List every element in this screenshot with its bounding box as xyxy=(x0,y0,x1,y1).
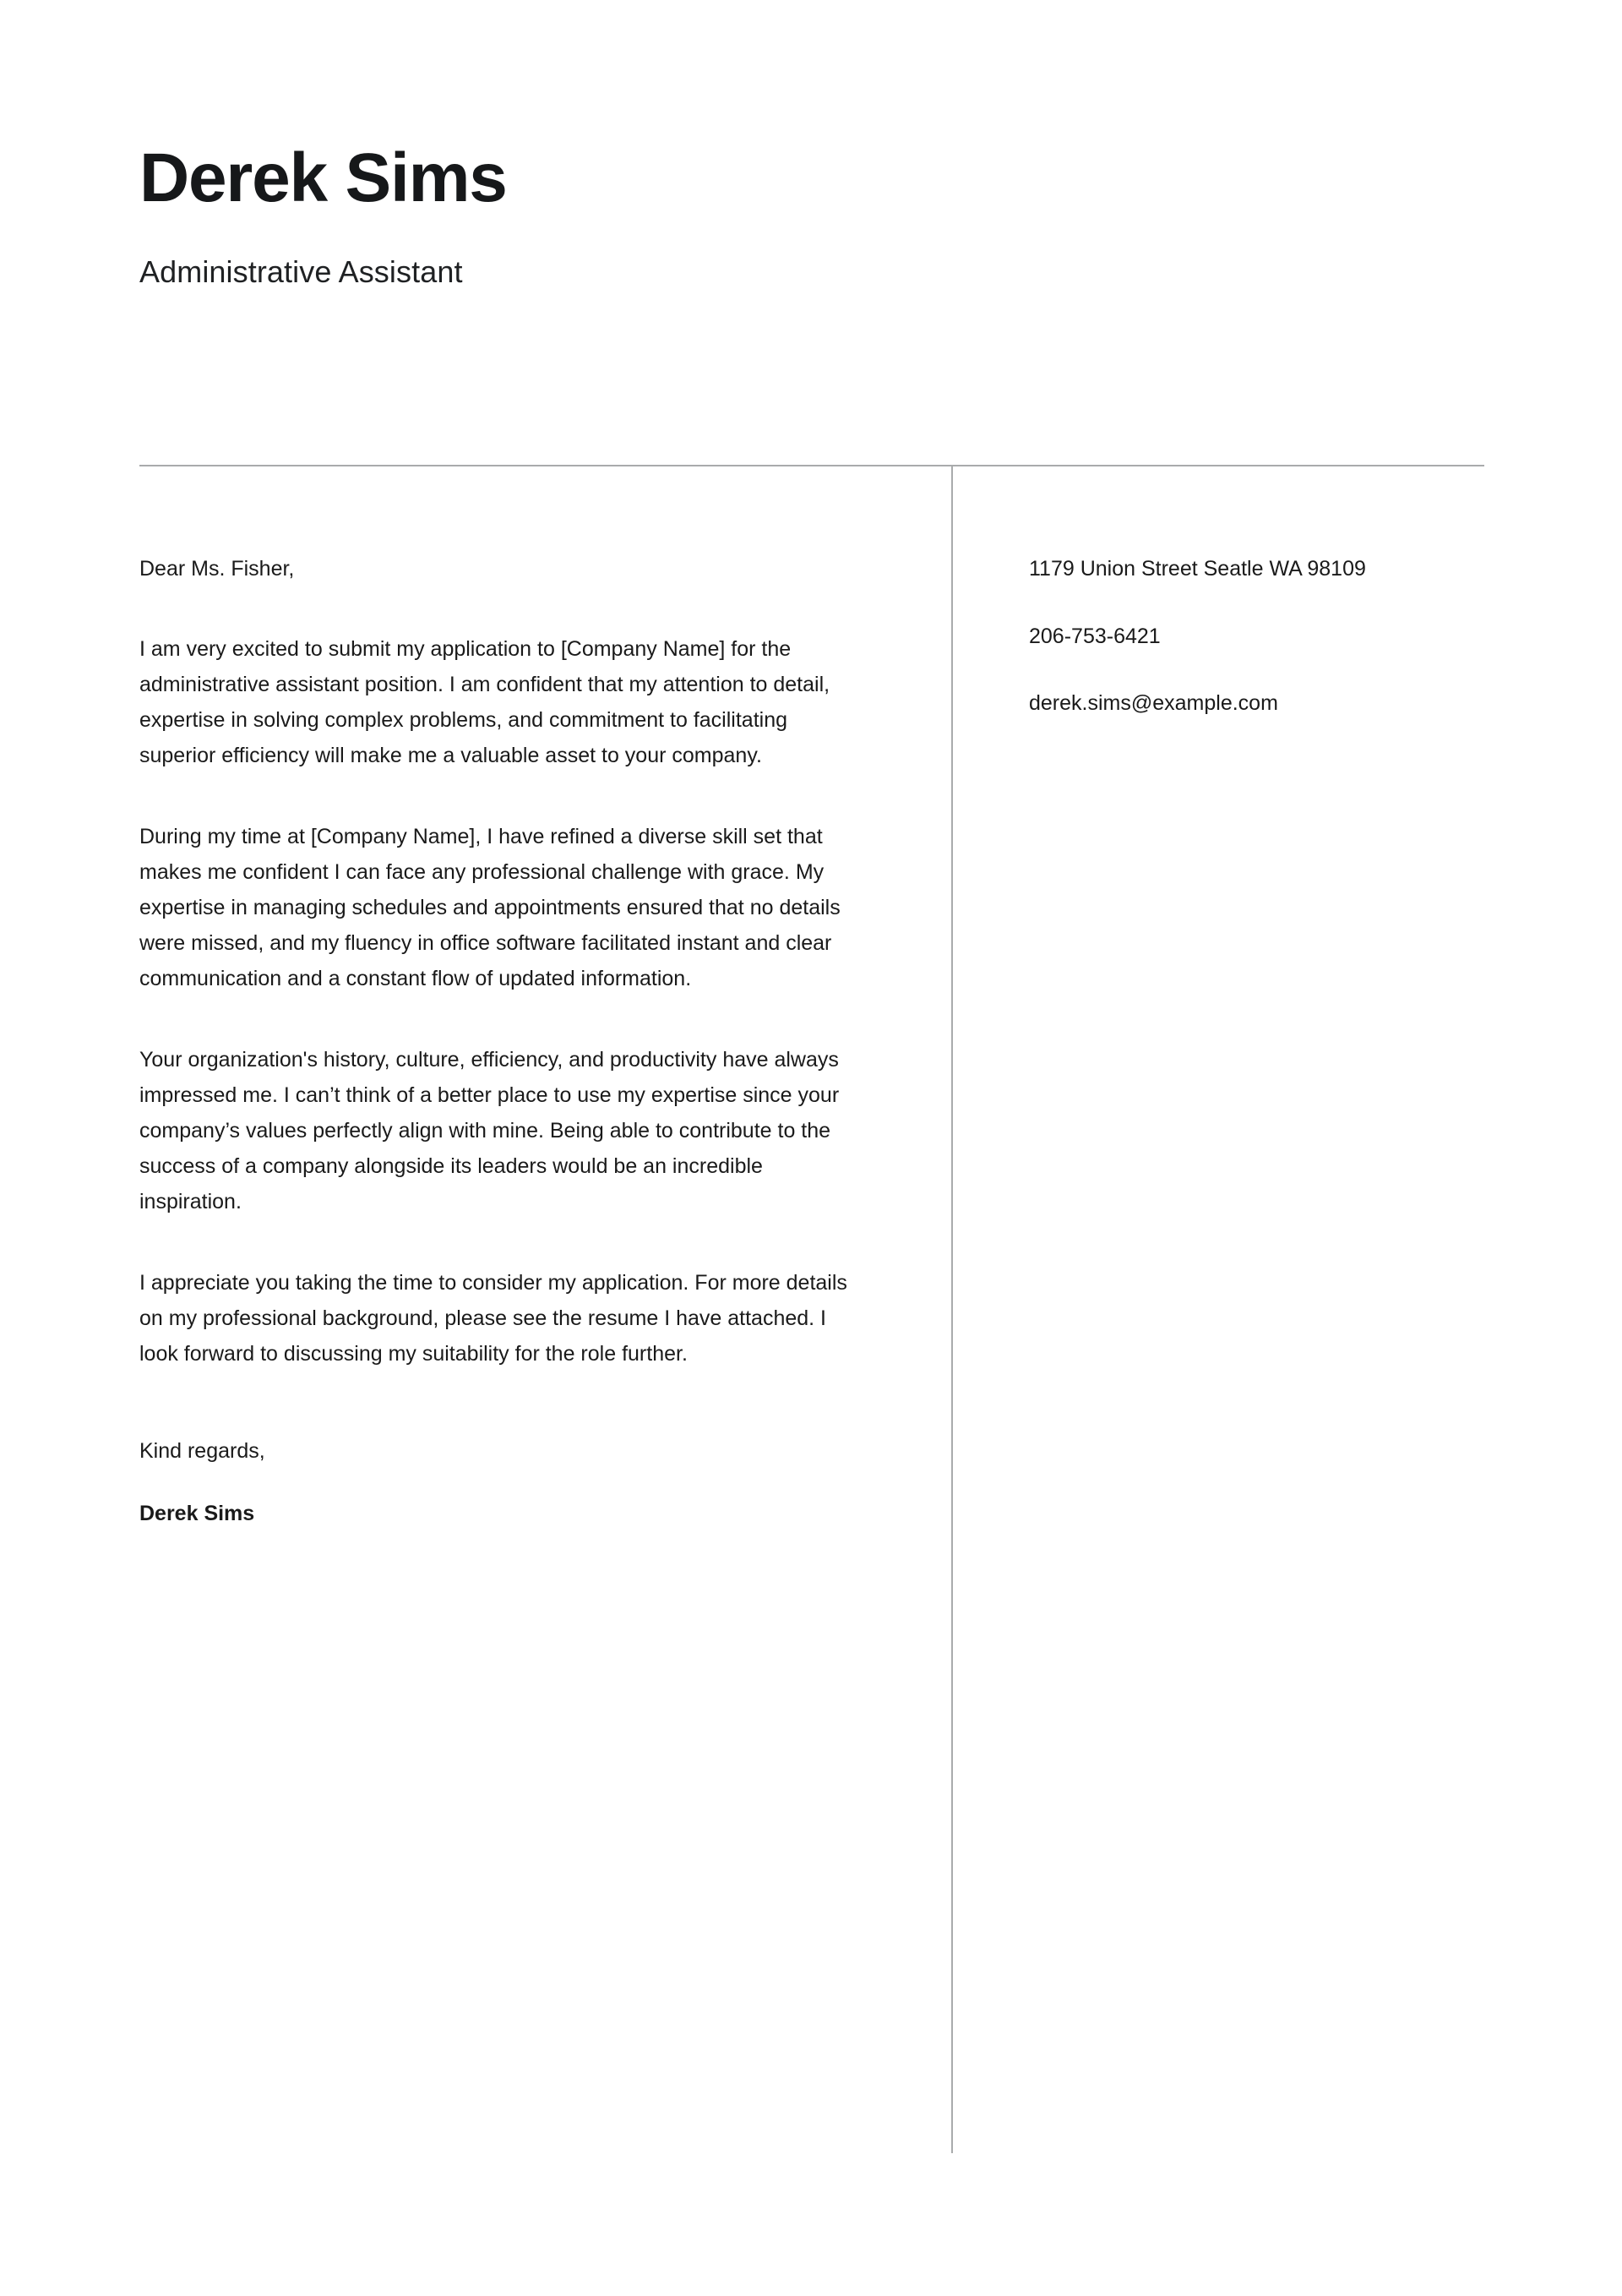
letter-closing: Kind regards, xyxy=(139,1438,265,1463)
column-divider-rule xyxy=(951,466,953,2153)
letter-header xyxy=(139,139,1484,292)
applicant-job-title: Administrative Assistant xyxy=(139,254,463,289)
header-divider-rule xyxy=(139,465,1484,466)
letter-body xyxy=(139,554,853,1530)
letter-closing-block xyxy=(139,1372,853,1530)
letter-signature: Derek Sims xyxy=(139,1502,255,1525)
contact-phone: 206-753-6421 xyxy=(1029,624,1161,648)
letter-paragraph-2: During my time at [Company Name], I have refined a diverse skill set that makes me confident I can face any professional challenge with grace. My expertise in managing schedules and appointments ensured that no details were missed, and my fluency in office software facilitated instant and clear communication and a constant flow of updated information. xyxy=(139,824,841,990)
letter-paragraph-4: I appreciate you taking the time to consider my application. For more details on my professional background, please see the resume I have attached. I look forward to discussing my suitability for the role further. xyxy=(139,1270,847,1366)
contact-details xyxy=(1029,554,1485,720)
contact-address: 1179 Union Street Seatle WA 98109 xyxy=(1029,557,1366,581)
letter-paragraph-1: I am very excited to submit my application to [Company Name] for the administrative assistant position. I am confident that my attention to detail, expertise in solving complex problems, and commitment to facilitating superior efficiency will make me a valuable asset to your company. xyxy=(139,636,830,767)
letter-salutation: Dear Ms. Fisher, xyxy=(139,557,295,581)
letter-paragraph-3: Your organization's history, culture, efficiency, and productivity have always impressed me. I can’t think of a better place to use my expertise since your company’s values perfectly align with mine. Being able to contribute to the success of a company alongside its leaders would be an incredible inspiration. xyxy=(139,1047,840,1213)
applicant-name: Derek Sims xyxy=(139,139,507,216)
contact-email: derek.sims@example.com xyxy=(1029,691,1278,715)
